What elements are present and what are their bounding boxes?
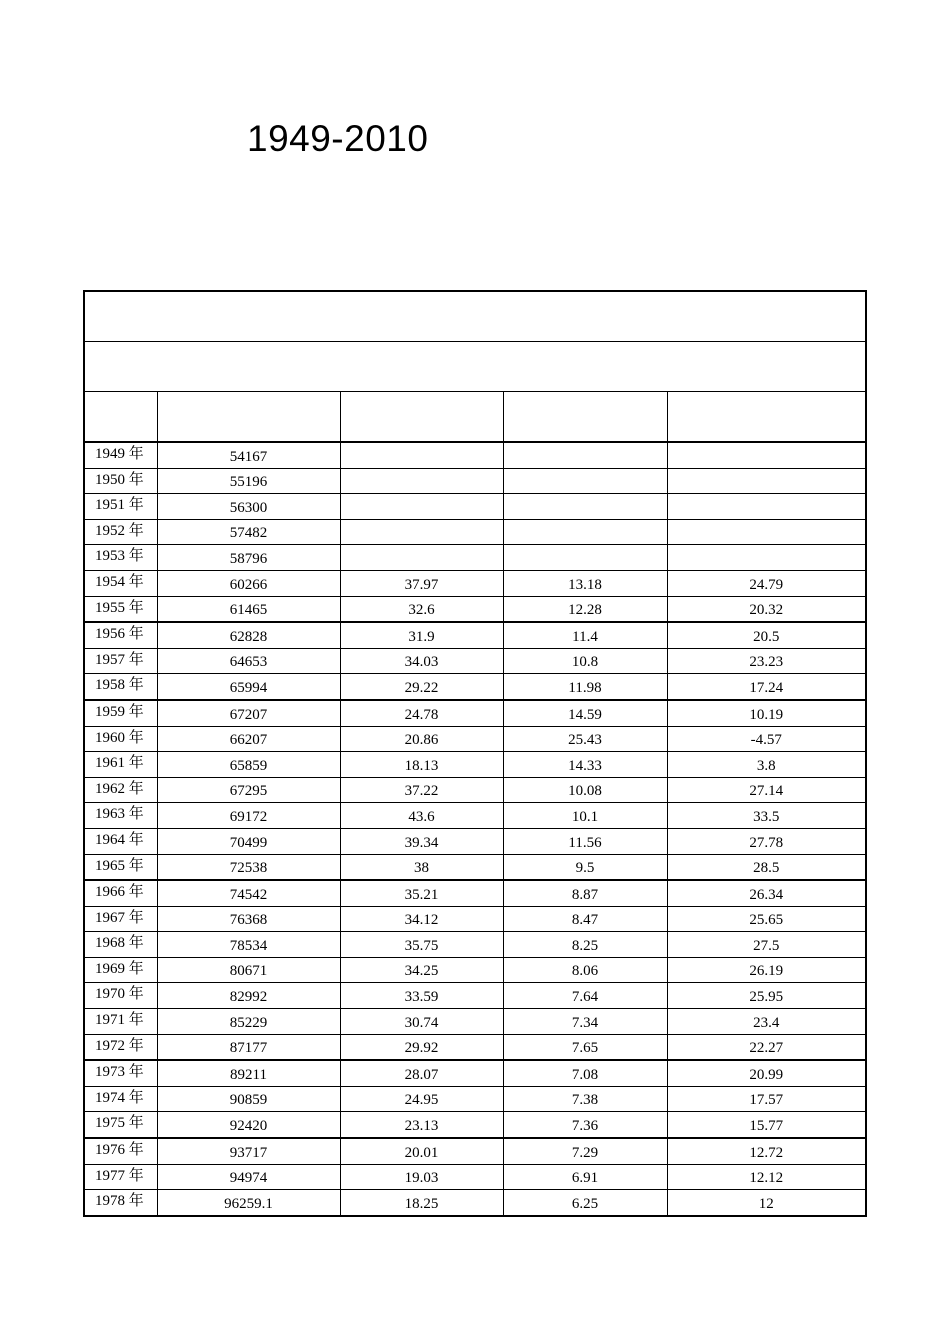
year-cell: 1960 年 [84, 726, 157, 752]
population-cell: 85229 [157, 1009, 340, 1035]
population-cell: 65994 [157, 674, 340, 700]
natural-growth-cell: 26.19 [667, 957, 866, 983]
population-cell: 76368 [157, 906, 340, 932]
population-cell: 58796 [157, 545, 340, 571]
birth-rate-cell: 24.78 [340, 700, 503, 726]
table-row [84, 519, 866, 545]
table-row [84, 828, 866, 854]
table-row [84, 700, 866, 726]
birth-rate-cell: 33.59 [340, 983, 503, 1009]
death-rate-cell: 7.64 [503, 983, 667, 1009]
population-cell: 64653 [157, 648, 340, 674]
population-cell: 96259.1 [157, 1190, 340, 1216]
table-row [84, 777, 866, 803]
birth-rate-cell [340, 442, 503, 468]
death-rate-cell: 11.56 [503, 828, 667, 854]
natural-growth-cell [667, 545, 866, 571]
year-cell: 1955 年 [84, 596, 157, 622]
birth-rate-cell: 24.95 [340, 1086, 503, 1112]
birth-rate-cell: 37.97 [340, 570, 503, 596]
year-cell: 1976 年 [84, 1138, 157, 1164]
natural-growth-cell: 25.95 [667, 983, 866, 1009]
death-rate-cell: 8.47 [503, 906, 667, 932]
birth-rate-cell [340, 519, 503, 545]
population-cell: 92420 [157, 1112, 340, 1138]
death-rate-cell: 7.38 [503, 1086, 667, 1112]
document-title: 1949-2010 [247, 118, 429, 159]
population-cell: 87177 [157, 1034, 340, 1060]
population-cell: 90859 [157, 1086, 340, 1112]
table-row [84, 494, 866, 520]
table-row [84, 803, 866, 829]
population-cell: 82992 [157, 983, 340, 1009]
year-cell: 1962 年 [84, 777, 157, 803]
death-rate-cell: 8.06 [503, 957, 667, 983]
table-row [84, 648, 866, 674]
population-cell: 56300 [157, 494, 340, 520]
death-rate-cell: 10.8 [503, 648, 667, 674]
table-header-band-1 [84, 291, 866, 342]
natural-growth-cell: 12.12 [667, 1164, 866, 1190]
birth-rate-cell: 35.21 [340, 880, 503, 906]
year-cell: 1949 年 [84, 442, 157, 468]
population-cell: 62828 [157, 622, 340, 648]
death-rate-cell: 7.08 [503, 1060, 667, 1086]
natural-growth-cell: 17.24 [667, 674, 866, 700]
column-header-population [157, 392, 340, 443]
natural-growth-cell: 3.8 [667, 752, 866, 778]
table-row [84, 442, 866, 468]
birth-rate-cell: 29.92 [340, 1034, 503, 1060]
natural-growth-cell: 12.72 [667, 1138, 866, 1164]
year-cell: 1972 年 [84, 1034, 157, 1060]
population-cell: 74542 [157, 880, 340, 906]
natural-growth-cell: 12 [667, 1190, 866, 1216]
table-row [84, 596, 866, 622]
column-header-birth-rate [340, 392, 503, 443]
population-cell: 69172 [157, 803, 340, 829]
year-cell: 1961 年 [84, 752, 157, 778]
year-cell: 1971 年 [84, 1009, 157, 1035]
year-cell: 1963 年 [84, 803, 157, 829]
population-cell: 65859 [157, 752, 340, 778]
natural-growth-cell: 20.99 [667, 1060, 866, 1086]
death-rate-cell: 7.34 [503, 1009, 667, 1035]
header-band-2-cell [84, 342, 866, 392]
table-row [84, 880, 866, 906]
table-row [84, 468, 866, 494]
death-rate-cell: 14.59 [503, 700, 667, 726]
year-cell: 1959 年 [84, 700, 157, 726]
death-rate-cell: 9.5 [503, 854, 667, 880]
year-cell: 1977 年 [84, 1164, 157, 1190]
table-row [84, 1190, 866, 1216]
column-header-natural-growth [667, 392, 866, 443]
natural-growth-cell: 22.27 [667, 1034, 866, 1060]
table-row [84, 1009, 866, 1035]
year-cell: 1968 年 [84, 932, 157, 958]
table-row [84, 752, 866, 778]
population-cell: 72538 [157, 854, 340, 880]
table-column-header-row [84, 392, 866, 443]
table-row [84, 932, 866, 958]
death-rate-cell: 6.91 [503, 1164, 667, 1190]
death-rate-cell: 25.43 [503, 726, 667, 752]
birth-rate-cell: 34.03 [340, 648, 503, 674]
death-rate-cell: 11.98 [503, 674, 667, 700]
year-cell: 1978 年 [84, 1190, 157, 1216]
natural-growth-cell: 15.77 [667, 1112, 866, 1138]
death-rate-cell: 7.36 [503, 1112, 667, 1138]
column-header-death-rate [503, 392, 667, 443]
birth-rate-cell [340, 545, 503, 571]
table-row [84, 957, 866, 983]
natural-growth-cell: 33.5 [667, 803, 866, 829]
death-rate-cell: 7.29 [503, 1138, 667, 1164]
natural-growth-cell: 27.14 [667, 777, 866, 803]
year-cell: 1964 年 [84, 828, 157, 854]
death-rate-cell: 10.1 [503, 803, 667, 829]
birth-rate-cell: 18.25 [340, 1190, 503, 1216]
death-rate-cell: 13.18 [503, 570, 667, 596]
table-row [84, 983, 866, 1009]
population-cell: 55196 [157, 468, 340, 494]
death-rate-cell: 11.4 [503, 622, 667, 648]
natural-growth-cell [667, 494, 866, 520]
table-row [84, 1112, 866, 1138]
birth-rate-cell: 31.9 [340, 622, 503, 648]
natural-growth-cell: 27.5 [667, 932, 866, 958]
natural-growth-cell [667, 442, 866, 468]
birth-rate-cell [340, 468, 503, 494]
population-cell: 54167 [157, 442, 340, 468]
year-cell: 1975 年 [84, 1112, 157, 1138]
death-rate-cell: 7.65 [503, 1034, 667, 1060]
population-cell: 67207 [157, 700, 340, 726]
birth-rate-cell: 43.6 [340, 803, 503, 829]
birth-rate-cell: 19.03 [340, 1164, 503, 1190]
birth-rate-cell: 29.22 [340, 674, 503, 700]
birth-rate-cell: 37.22 [340, 777, 503, 803]
table-header-band-2 [84, 342, 866, 392]
population-cell: 89211 [157, 1060, 340, 1086]
natural-growth-cell: 24.79 [667, 570, 866, 596]
death-rate-cell: 8.25 [503, 932, 667, 958]
year-cell: 1969 年 [84, 957, 157, 983]
table-row [84, 570, 866, 596]
table-row [84, 1164, 866, 1190]
natural-growth-cell: -4.57 [667, 726, 866, 752]
table-row [84, 622, 866, 648]
population-cell: 66207 [157, 726, 340, 752]
death-rate-cell [503, 545, 667, 571]
natural-growth-cell: 20.32 [667, 596, 866, 622]
population-cell: 57482 [157, 519, 340, 545]
death-rate-cell: 10.08 [503, 777, 667, 803]
table-row [84, 1034, 866, 1060]
death-rate-cell: 8.87 [503, 880, 667, 906]
year-cell: 1966 年 [84, 880, 157, 906]
birth-rate-cell: 34.12 [340, 906, 503, 932]
population-cell: 80671 [157, 957, 340, 983]
death-rate-cell: 6.25 [503, 1190, 667, 1216]
natural-growth-cell: 25.65 [667, 906, 866, 932]
table-row [84, 726, 866, 752]
year-cell: 1973 年 [84, 1060, 157, 1086]
year-cell: 1956 年 [84, 622, 157, 648]
birth-rate-cell: 28.07 [340, 1060, 503, 1086]
natural-growth-cell: 17.57 [667, 1086, 866, 1112]
birth-rate-cell: 30.74 [340, 1009, 503, 1035]
population-cell: 67295 [157, 777, 340, 803]
natural-growth-cell: 27.78 [667, 828, 866, 854]
population-cell: 78534 [157, 932, 340, 958]
population-cell: 70499 [157, 828, 340, 854]
table-row [84, 545, 866, 571]
year-cell: 1953 年 [84, 545, 157, 571]
birth-rate-cell: 39.34 [340, 828, 503, 854]
death-rate-cell [503, 442, 667, 468]
year-cell: 1967 年 [84, 906, 157, 932]
year-cell: 1957 年 [84, 648, 157, 674]
death-rate-cell [503, 494, 667, 520]
table-row [84, 906, 866, 932]
population-cell: 61465 [157, 596, 340, 622]
natural-growth-cell: 23.23 [667, 648, 866, 674]
population-table [83, 290, 867, 1217]
table-row [84, 1060, 866, 1086]
population-cell: 60266 [157, 570, 340, 596]
table-row [84, 1138, 866, 1164]
death-rate-cell: 14.33 [503, 752, 667, 778]
natural-growth-cell: 10.19 [667, 700, 866, 726]
year-cell: 1952 年 [84, 519, 157, 545]
death-rate-cell [503, 519, 667, 545]
year-cell: 1950 年 [84, 468, 157, 494]
year-cell: 1970 年 [84, 983, 157, 1009]
natural-growth-cell: 20.5 [667, 622, 866, 648]
column-header-year [84, 392, 157, 443]
table-row [84, 1086, 866, 1112]
natural-growth-cell: 28.5 [667, 854, 866, 880]
table-row [84, 674, 866, 700]
year-cell: 1954 年 [84, 570, 157, 596]
birth-rate-cell: 23.13 [340, 1112, 503, 1138]
natural-growth-cell: 26.34 [667, 880, 866, 906]
birth-rate-cell: 20.86 [340, 726, 503, 752]
year-cell: 1958 年 [84, 674, 157, 700]
population-cell: 93717 [157, 1138, 340, 1164]
header-band-1-cell [84, 291, 866, 342]
year-cell: 1951 年 [84, 494, 157, 520]
year-cell: 1974 年 [84, 1086, 157, 1112]
natural-growth-cell [667, 519, 866, 545]
death-rate-cell: 12.28 [503, 596, 667, 622]
table-row [84, 854, 866, 880]
birth-rate-cell: 38 [340, 854, 503, 880]
death-rate-cell [503, 468, 667, 494]
natural-growth-cell [667, 468, 866, 494]
birth-rate-cell: 34.25 [340, 957, 503, 983]
population-cell: 94974 [157, 1164, 340, 1190]
birth-rate-cell [340, 494, 503, 520]
birth-rate-cell: 35.75 [340, 932, 503, 958]
birth-rate-cell: 20.01 [340, 1138, 503, 1164]
year-cell: 1965 年 [84, 854, 157, 880]
birth-rate-cell: 32.6 [340, 596, 503, 622]
natural-growth-cell: 23.4 [667, 1009, 866, 1035]
birth-rate-cell: 18.13 [340, 752, 503, 778]
